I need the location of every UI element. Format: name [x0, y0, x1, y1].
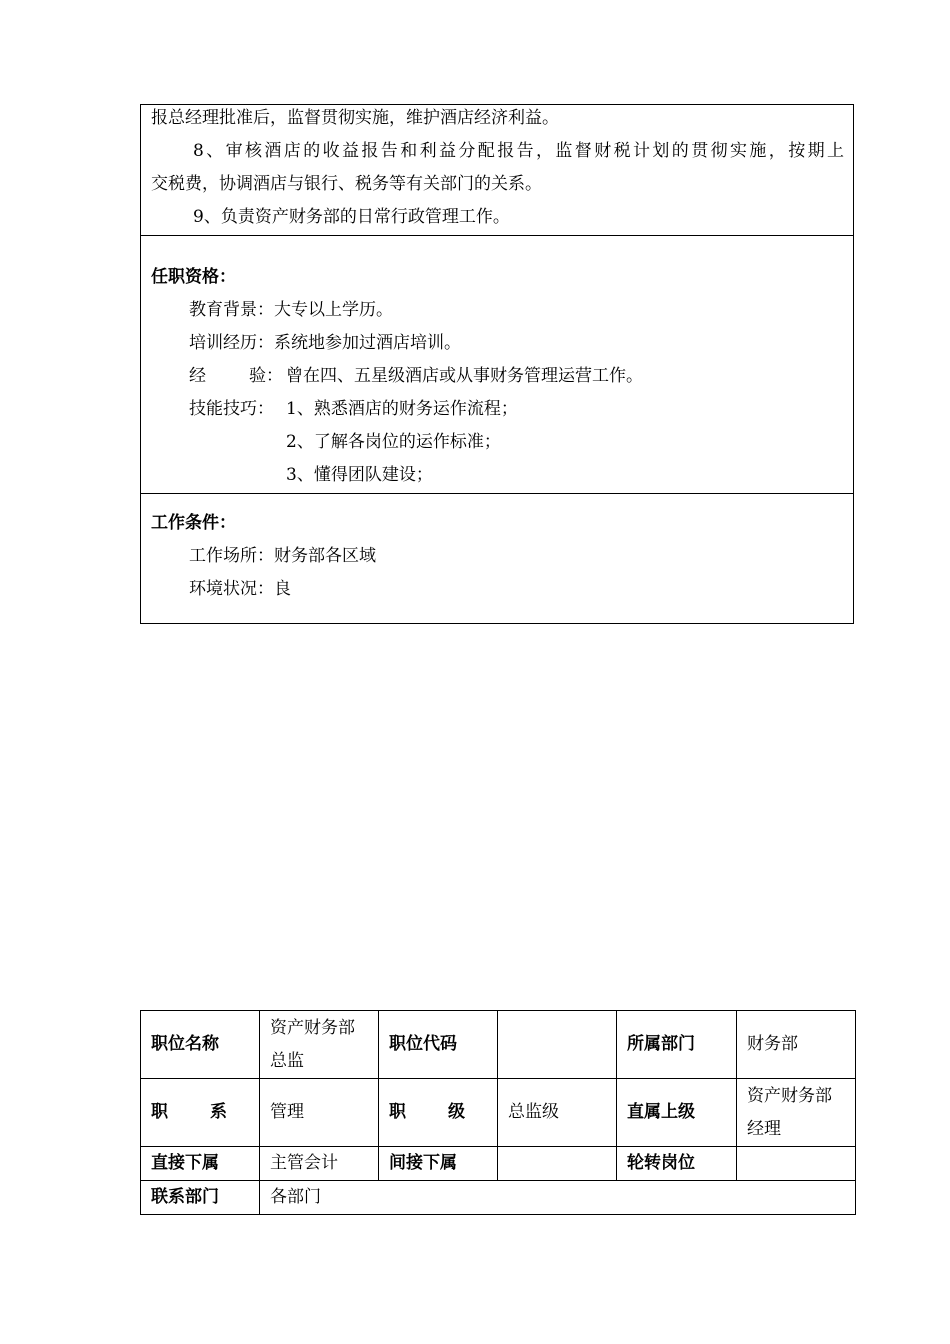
table-row [141, 1011, 856, 1079]
rotation-position-label: 轮转岗位 [617, 1147, 737, 1181]
table-row [141, 1079, 856, 1147]
indirect-subordinate-label: 间接下属 [379, 1147, 498, 1181]
skill-item-3: 3、懂得团队建设； [286, 465, 433, 485]
direct-superior-value-line-1: 资产财务部 [747, 1085, 832, 1106]
department-label: 所属部门 [617, 1011, 737, 1079]
position-name-value-line-2: 总监 [270, 1050, 304, 1071]
experience-label-b: 验： [249, 366, 283, 386]
job-level-label-b: 级 [448, 1102, 465, 1122]
position-name-value-line-1: 资产财务部 [270, 1017, 355, 1038]
position-info-table [140, 1010, 856, 1215]
direct-superior-value [737, 1079, 856, 1147]
experience-value: 曾在四、五星级酒店或从事财务管理运营工作。 [286, 366, 643, 386]
duty-item-9: 9、负责资产财务部的日常行政管理工作。 [193, 207, 510, 227]
qualifications-heading: 任职资格： [151, 267, 236, 287]
position-code-label: 职位代码 [379, 1011, 498, 1079]
job-level-label [379, 1079, 498, 1147]
qualifications-section [141, 236, 853, 494]
job-series-label [141, 1079, 260, 1147]
position-name-label: 职位名称 [141, 1011, 260, 1079]
education-line: 教育背景：大专以上学历。 [189, 300, 393, 320]
work-location-line: 工作场所：财务部各区域 [189, 546, 376, 566]
job-level-value: 总监级 [498, 1079, 617, 1147]
duty-item-8-line-1: 8、审核酒店的收益报告和利益分配报告，监督财税计划的贯彻实施，按期上 [193, 141, 844, 161]
direct-superior-label: 直属上级 [617, 1079, 737, 1147]
skill-item-1: 1、熟悉酒店的财务运作流程； [286, 399, 518, 419]
job-series-label-b: 系 [210, 1102, 227, 1122]
rotation-position-value [737, 1147, 856, 1181]
environment-line: 环境状况：良 [189, 579, 291, 599]
table-row [141, 1181, 856, 1215]
job-description-box [140, 104, 854, 624]
experience-label-a: 经 [189, 366, 206, 386]
skills-label: 技能技巧： [189, 399, 274, 419]
indirect-subordinate-value [498, 1147, 617, 1181]
job-level-label-a: 职 [389, 1102, 406, 1122]
direct-superior-value-line-2: 经理 [747, 1118, 781, 1139]
department-value: 财务部 [737, 1011, 856, 1079]
contact-department-value: 各部门 [260, 1181, 856, 1215]
duty-line: 报总经理批准后，监督贯彻实施，维护酒店经济利益。 [151, 108, 559, 128]
training-line: 培训经历：系统地参加过酒店培训。 [189, 333, 461, 353]
conditions-section [141, 494, 853, 623]
position-code-value [498, 1011, 617, 1079]
job-series-label-a: 职 [151, 1102, 168, 1122]
skill-item-2: 2、了解各岗位的运作标准； [286, 432, 501, 452]
table-row [141, 1147, 856, 1181]
duty-item-8-line-2: 交税费，协调酒店与银行、税务等有关部门的关系。 [151, 174, 542, 194]
contact-department-label: 联系部门 [141, 1181, 260, 1215]
duties-section [141, 105, 853, 236]
direct-subordinate-label: 直接下属 [141, 1147, 260, 1181]
position-name-value [260, 1011, 379, 1079]
conditions-heading: 工作条件： [151, 513, 236, 533]
direct-subordinate-value: 主管会计 [260, 1147, 379, 1181]
job-series-value: 管理 [260, 1079, 379, 1147]
